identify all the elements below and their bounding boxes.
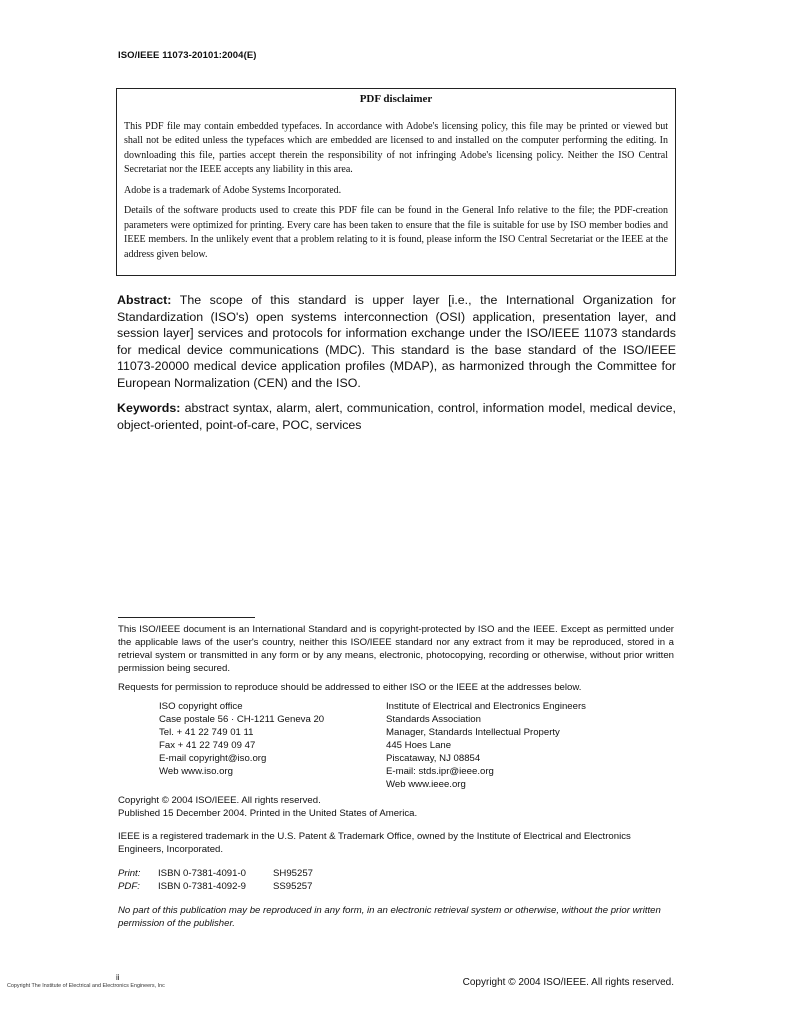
- iso-address-line: ISO copyright office: [159, 701, 243, 712]
- isbn-row-pdf: [118, 880, 313, 893]
- abstract-section: [117, 292, 676, 391]
- isbn-format: Print:: [118, 868, 141, 879]
- document-id-header: ISO/IEEE 11073-20101:2004(E): [118, 50, 257, 61]
- footer-watermark: Copyright The Institute of Electrical and Electronics Engineers, Inc: [7, 983, 165, 989]
- footnote-divider: [118, 617, 255, 618]
- keywords-label: Keywords:: [117, 401, 181, 415]
- keywords-section: [117, 400, 676, 433]
- isbn-format: PDF:: [118, 881, 140, 892]
- ieee-address-line: Piscataway, NJ 08854: [386, 753, 481, 764]
- iso-address: [159, 700, 324, 778]
- iso-address-line: Case postale 56 · CH-1211 Geneva 20: [159, 714, 325, 725]
- iso-email[interactable]: E-mail copyright@iso.org: [159, 753, 267, 764]
- isbn-table: [118, 867, 313, 893]
- disclaimer-paragraph-details: Details of the software products used to create this PDF file can be found in the General Info relative to the file; the PDF-creation parameters were optimized for printing. Every care has been taken to ensure that the file is suitable for use by ISO member bodies and IEEE members. In the unlikely event that a problem relating to it is found, please inform the ISO Central Secretariat or the IEEE at the address given below.: [124, 205, 668, 260]
- ieee-email[interactable]: E-mail: stds.ipr@ieee.org: [386, 766, 494, 777]
- ieee-address-line: Institute of Electrical and Electronics Engineers: [386, 701, 586, 712]
- publication-line: Published 15 December 2004. Printed in the United States of America.: [118, 808, 418, 819]
- permission-requests: Requests for permission to reproduce should be addressed to either ISO or the IEEE at the addresses below.: [118, 682, 582, 693]
- disclaimer-title: PDF disclaimer: [359, 93, 433, 105]
- footer-copyright: Copyright © 2004 ISO/IEEE. All rights reserved.: [462, 977, 674, 988]
- ieee-web[interactable]: Web www.ieee.org: [386, 779, 466, 790]
- isbn-code: SS95257: [273, 881, 313, 892]
- iso-address-line: Fax + 41 22 749 09 47: [159, 740, 256, 751]
- trademark-notice: IEEE is a registered trademark in the U.S. Patent & Trademark Office, owned by the Institute of Electrical and Electronics Engineers, Incorporated.: [118, 831, 631, 855]
- abstract-text: The scope of this standard is upper layer [i.e., the International Organization for Standardization (ISO's) open systems interconnection (OSI) application, presentation layer, and session layer] services and protocols for information exchange under the ISO/IEEE 11073 standards for medical device communications (MDC). This standard is the base standard of the ISO/IEEE 11073-20000 medical device application profiles (MDAP), as harmonized through the Committee for European Normalization (CEN) and the ISO.: [117, 293, 676, 390]
- isbn-row-print: [118, 867, 313, 880]
- reproduction-notice: No part of this publication may be reproduced in any form, in an electronic retrieval system or otherwise, without the prior written permission of the publisher.: [118, 905, 661, 929]
- isbn-number: ISBN 0-7381-4092-9: [158, 881, 246, 892]
- ieee-address: [386, 700, 586, 791]
- page-number: ii: [116, 973, 120, 982]
- isbn-code: SH95257: [273, 868, 314, 879]
- isbn-number: ISBN 0-7381-4091-0: [158, 868, 246, 879]
- keywords-text: abstract syntax, alarm, alert, communication, control, information model, medical device, object-oriented, point-of-care, POC, services: [117, 401, 676, 432]
- abstract-label: Abstract:: [117, 293, 172, 307]
- ieee-address-line: Manager, Standards Intellectual Property: [386, 727, 560, 738]
- disclaimer-paragraph-adobe: Adobe is a trademark of Adobe Systems Incorporated.: [124, 184, 342, 196]
- ieee-address-line: Standards Association: [386, 714, 481, 725]
- iso-web[interactable]: Web www.iso.org: [159, 766, 233, 777]
- copyright-notice: This ISO/IEEE document is an International Standard and is copyright-protected by ISO and the IEEE. Except as permitted under the applicable laws of the user's country, neither this ISO/IEEE standard nor any extract from it may be reproduced, stored in a retrieval system or transmitted in any form or by any means, electronic, photocopying, recording or otherwise, without prior written permission being secured.: [118, 624, 674, 674]
- copyright-line: Copyright © 2004 ISO/IEEE. All rights reserved.: [118, 795, 321, 806]
- copyright-block: [118, 794, 417, 820]
- pdf-disclaimer-box: [116, 88, 676, 276]
- disclaimer-paragraph-typefaces: This PDF file may contain embedded typefaces. In accordance with Adobe's licensing policy, this file may be printed or viewed but shall not be edited unless the typefaces which are embedded are licensed to and installed on the computer performing the editing. In downloading this file, parties accept therein the responsibility of not infringing Adobe's licensing policy. Neither the ISO Central Secretariat nor the IEEE accepts any liability in this area.: [124, 120, 668, 175]
- ieee-address-line: 445 Hoes Lane: [386, 740, 452, 751]
- iso-address-line: Tel. + 41 22 749 01 11: [159, 727, 254, 738]
